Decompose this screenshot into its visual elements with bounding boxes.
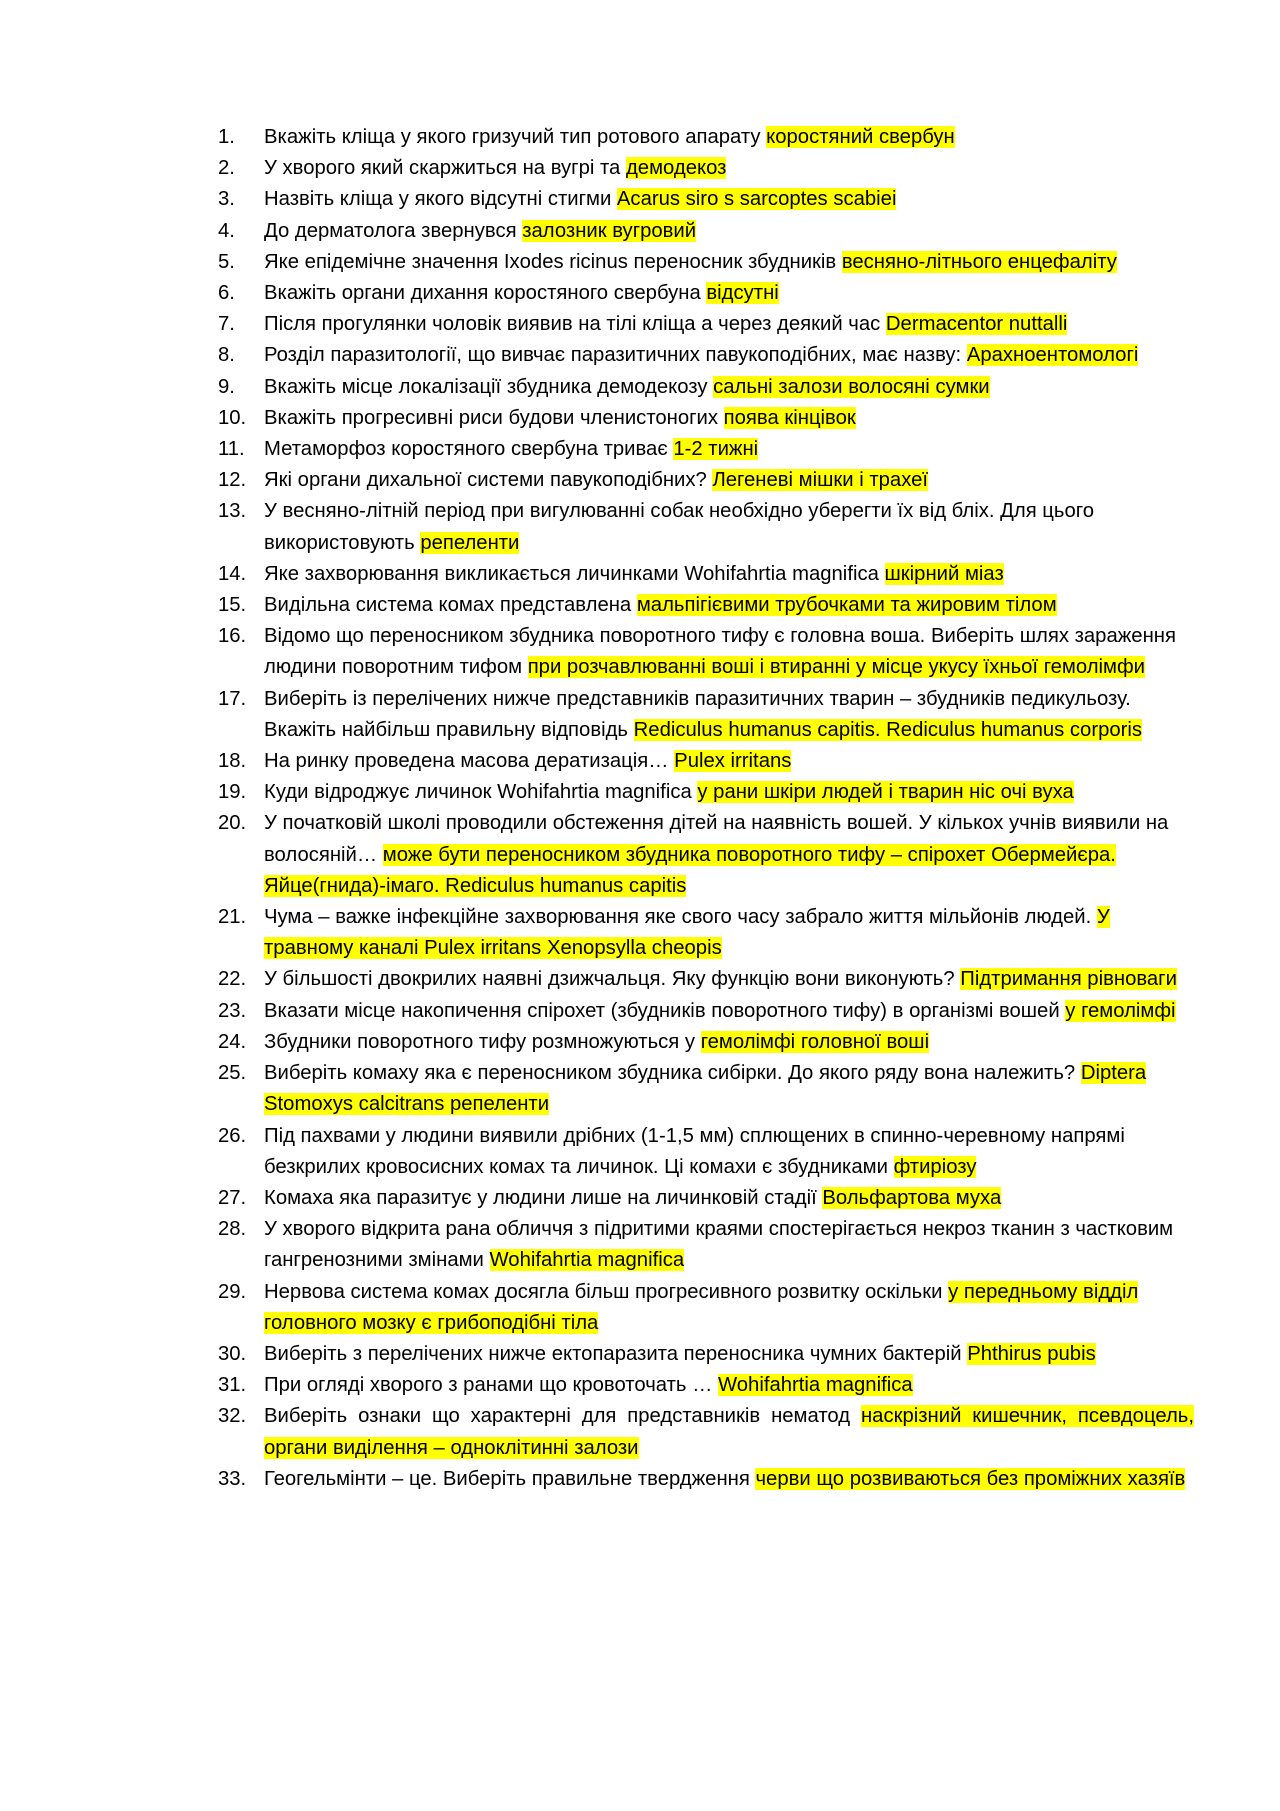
question-text: Комаха яка паразитує у людини лише на личинковій стадії <box>264 1186 823 1209</box>
question-text: Чума – важке інфекційне захворювання яке свого часу забрало життя мільйонів людей. <box>264 906 1097 929</box>
question-number: 17. <box>218 687 247 710</box>
question-text: У більшості двокрилих наявні дзижчальця. Яку функцію вони виконують? <box>264 968 961 991</box>
question-text: При огляді хворого з ранами що кровоточать … <box>264 1374 718 1397</box>
question-text: Видільна система комах представлена <box>264 594 637 617</box>
highlighted-answer: залозник вугровий <box>522 219 697 242</box>
question-text: Під пахвами у людини виявили дрібних (1-1,5 мм) сплющених в спинно-черевному напрямі безкрилих кровосисних комах та личинок. Ці комахи є збудниками <box>264 1124 1125 1178</box>
question-item <box>218 340 1194 371</box>
question-item <box>218 496 1194 558</box>
question-item <box>218 1464 1194 1495</box>
highlighted-answer: Acarus siro s sarcoptes scabiei <box>616 188 897 211</box>
question-item <box>218 808 1194 902</box>
question-number: 6. <box>218 282 235 305</box>
question-text: Яке епідемічне значення Ixodes ricinus переносник збудників <box>264 250 842 273</box>
question-number: 29. <box>218 1280 247 1303</box>
question-item <box>218 964 1194 995</box>
question-number: 31. <box>218 1374 247 1397</box>
highlighted-answer: коростяний свербун <box>766 126 955 148</box>
question-number: 20. <box>218 812 247 835</box>
question-text: Вказати місце накопичення спірохет (збудників поворотного тифу) в організмі вошей <box>264 999 1066 1022</box>
question-item <box>218 247 1194 278</box>
question-item <box>218 621 1194 683</box>
question-number: 3. <box>218 188 235 211</box>
question-text: Виберіть комаху яка є переносником збудника сибірки. До якого ряду вона належить? <box>264 1062 1081 1085</box>
question-number: 30. <box>218 1342 247 1365</box>
question-item <box>218 684 1194 746</box>
question-text: У хворого відкрита рана обличчя з підритими краями спостерігається некроз тканин з частковим гангренозними змінами <box>264 1218 1174 1272</box>
highlighted-answer: сальні залози волосяні сумки <box>713 375 990 398</box>
highlighted-answer: наскрізний кишечник, псевдоцель, органи виділення – одноклітинні залози <box>264 1405 1194 1459</box>
question-number: 15. <box>218 594 247 617</box>
question-text: Розділ паразитології, що вивчає паразитичних павукоподібних, має назву: <box>264 344 967 367</box>
question-text: Виберіть ознаки що характерні для представників нематод <box>264 1405 861 1428</box>
question-item <box>218 1370 1194 1401</box>
question-item <box>218 996 1194 1027</box>
question-number: 4. <box>218 219 235 242</box>
highlighted-answer: відсутні <box>706 282 779 305</box>
question-number: 1. <box>218 126 235 148</box>
question-text: Яке захворювання викликається личинками Wohifahrtia magnifica <box>264 562 885 585</box>
question-item <box>218 1277 1194 1339</box>
question-number: 28. <box>218 1218 247 1241</box>
question-number: 26. <box>218 1124 247 1147</box>
highlighted-answer: поява кінцівок <box>723 406 856 429</box>
question-item <box>218 902 1194 964</box>
question-text: Виберіть із перелічених нижче представників паразитичних тварин – збудників педикульозу. Вкажіть найбільш правильну відповідь <box>264 687 1131 741</box>
highlighted-answer: Rediculus humanus capitis. Rediculus humanus corporis <box>633 718 1143 741</box>
question-text: Метаморфоз коростяного свербуна триває <box>264 438 674 461</box>
highlighted-answer: Wohifahrtia magnifica <box>489 1249 685 1272</box>
question-number: 25. <box>218 1062 247 1085</box>
question-number: 24. <box>218 1030 247 1053</box>
question-item <box>218 434 1194 465</box>
question-item <box>218 1027 1194 1058</box>
question-text: Вкажіть місце локалізації збудника демодекозу <box>264 375 714 398</box>
highlighted-answer: Dermacentor nuttalli <box>885 313 1068 336</box>
highlighted-answer: у гемолімфі <box>1065 999 1176 1022</box>
question-item <box>218 559 1194 590</box>
question-text: Відомо що переносником збудника поворотного тифу є головна воша. Виберіть шлях зараження людини поворотним тифом <box>264 625 1176 679</box>
question-item <box>218 1214 1194 1276</box>
question-item <box>218 1058 1194 1120</box>
highlighted-answer: Diptera Stomoxys calcitrans репеленти <box>264 1062 1147 1116</box>
highlighted-answer: 1-2 тижні <box>673 438 759 461</box>
question-text: На ринку проведена масова дератизація… <box>264 750 675 773</box>
question-number: 12. <box>218 469 247 492</box>
highlighted-answer: у передньому відділ головного мозку є грибоподібні тіла <box>264 1280 1139 1334</box>
highlighted-answer: Підтримання рівноваги <box>960 968 1177 991</box>
question-number: 8. <box>218 344 235 367</box>
question-text: Вкажіть прогресивні риси будови членистоногих <box>264 406 724 429</box>
question-item <box>218 184 1194 215</box>
question-text: Після прогулянки чоловік виявив на тілі кліща а через деякий час <box>264 313 886 336</box>
question-text: У початковій школі проводили обстеження дітей на наявність вошей. У кількох учнів виявили на волосяній… <box>264 812 1169 866</box>
highlighted-answer: У травному каналі Pulex irritans Xenopsylla cheopis <box>264 906 1110 960</box>
question-number: 27. <box>218 1186 247 1209</box>
highlighted-answer: шкірний міаз <box>884 562 1004 585</box>
highlighted-answer: Wohifahrtia magnifica <box>718 1374 913 1397</box>
question-text: Вкажіть кліща у якого гризучий тип ротового апарату <box>264 126 767 148</box>
question-text: Геогельмінти – це. Виберіть правильне твердження <box>264 1467 756 1490</box>
question-item <box>218 309 1194 340</box>
question-text: Збудники поворотного тифу розмножуються у <box>264 1030 701 1053</box>
question-item <box>218 122 1194 153</box>
question-item <box>218 777 1194 808</box>
question-text: У весняно-літній період при вигулюванні собак необхідно уберегти їх від бліх. Для цього використовують <box>264 500 1095 554</box>
question-number: 10. <box>218 406 247 429</box>
highlighted-answer: може бути переносником збудника поворотного тифу – спірохет Обермейєра. Яйце(гнида)-імаго. Rediculus humanus capitis <box>264 843 1116 897</box>
question-text: Виберіть з перелічених нижче ектопаразита переносника чумних бактерій <box>264 1342 968 1365</box>
question-number: 11. <box>218 438 245 461</box>
question-number: 22. <box>218 968 247 991</box>
highlighted-answer: Вольфартова муха <box>822 1186 1002 1209</box>
question-number: 5. <box>218 250 235 273</box>
highlighted-answer: Арахноентомологі <box>966 344 1139 367</box>
question-item <box>218 403 1194 434</box>
question-number: 18. <box>218 750 247 773</box>
question-item <box>218 153 1194 184</box>
question-item <box>218 465 1194 496</box>
highlighted-answer: у рани шкіри людей і тварин ніс очі вуха <box>697 781 1074 804</box>
question-text: Куди відроджує личинок Wohifahrtia magnifica <box>264 781 698 804</box>
question-number: 21. <box>218 906 247 929</box>
question-number: 23. <box>218 999 247 1022</box>
highlighted-answer: Pulex irritans <box>674 750 792 773</box>
highlighted-answer: Phthirus pubis <box>967 1342 1096 1365</box>
question-text: У хворого який скаржиться на вугрі та <box>264 157 626 180</box>
highlighted-answer: фтиріозу <box>893 1155 977 1178</box>
highlighted-answer: черви що розвиваються без проміжних хазяїв <box>755 1467 1186 1490</box>
question-text: До дерматолога звернувся <box>264 219 523 242</box>
question-list <box>218 122 1194 1495</box>
question-item <box>218 278 1194 309</box>
question-number: 32. <box>218 1405 247 1428</box>
question-number: 7. <box>218 313 235 336</box>
question-number: 9. <box>218 375 235 398</box>
highlighted-answer: гемолімфі головної воші <box>700 1030 930 1053</box>
question-text: Вкажіть органи дихання коростяного свербуна <box>264 282 707 305</box>
question-item <box>218 590 1194 621</box>
question-text: Назвіть кліща у якого відсутні стигми <box>264 188 617 211</box>
highlighted-answer: репеленти <box>420 531 520 554</box>
highlighted-answer: демодекоз <box>625 157 727 180</box>
question-number: 14. <box>218 562 247 585</box>
question-item <box>218 372 1194 403</box>
question-item <box>218 746 1194 777</box>
question-item <box>218 216 1194 247</box>
highlighted-answer: мальпігієвими трубочками та жировим тілом <box>636 594 1057 617</box>
question-text: Нервова система комах досягла більш прогресивного розвитку оскільки <box>264 1280 949 1303</box>
question-number: 19. <box>218 781 247 804</box>
question-number: 16. <box>218 625 247 648</box>
question-text: Які органи дихальної системи павукоподібних? <box>264 469 713 492</box>
highlighted-answer: весняно-літнього енцефаліту <box>841 250 1117 273</box>
highlighted-answer: Легеневі мішки і трахеї <box>712 469 929 492</box>
highlighted-answer: при розчавлюванні воші і втиранні у місце укусу їхньої гемолімфи <box>527 656 1145 679</box>
question-number: 33. <box>218 1467 247 1490</box>
question-number: 13. <box>218 500 247 523</box>
question-item <box>218 1121 1194 1183</box>
question-item <box>218 1183 1194 1214</box>
question-item <box>218 1401 1194 1463</box>
question-number: 2. <box>218 157 235 180</box>
question-item <box>218 1339 1194 1370</box>
